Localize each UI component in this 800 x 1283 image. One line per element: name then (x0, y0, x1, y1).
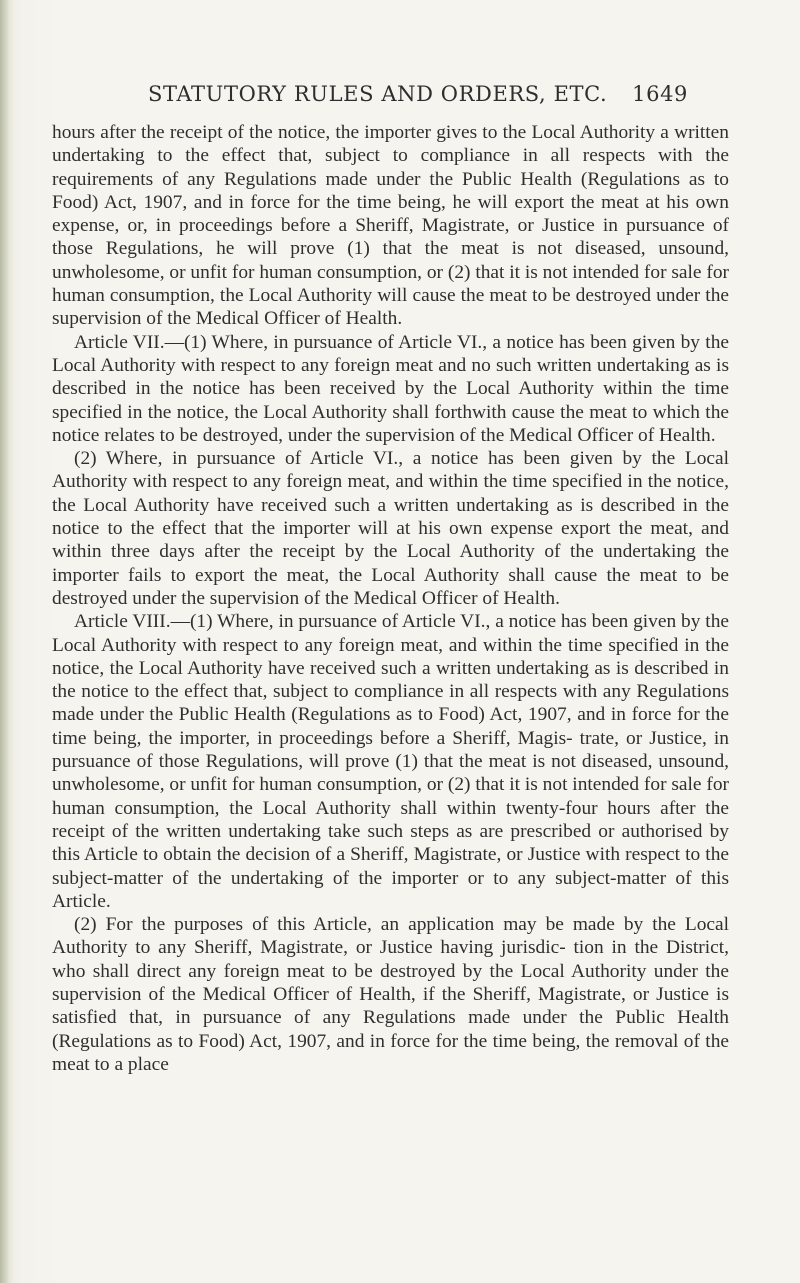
paragraph-article-viii-2: (2) For the purposes of this Article, an application may be made by the Local Authority to any Sheriff, Magistrate, or Justice having jurisdic- tion in the District, who shall direct any foreign meat to be destroyed by the Local Authority under the supervision of the Medical Officer of Health, if the Sheriff, Magistrate, or Justice is satisfied that, in pursuance of any Regulations made under the Public Health (Regulations as to Food) Act, 1907, and in force for the time being, the removal of the meat to a place (52, 914, 729, 1075)
paragraph-continuation: hours after the receipt of the notice, the importer gives to the Local Authority a written undertaking to the effect that, subject to compliance in all respects with the requirements of any Regulations made under the Public Health (Regulations as to Food) Act, 1907, and in force for the time being, he will export the meat at his own expense, or, in proceedings before a Sheriff, Magistrate, or Justice in pursuance of those Regulations, he will prove (1) that the meat is not diseased, unsound, unwholesome, or unfit for human consumption, or (2) that it is not intended for sale for human consumption, the Local Authority will cause the meat to be destroyed under the supervision of the Medical Officer of Health. (52, 122, 729, 330)
body-text (52, 121, 729, 1076)
paragraph-article-vii-1: Article VII.—(1) Where, in pursuance of Article VI., a notice has been given by the Local Authority with respect to any foreign meat and no such written undertaking as is described in the notice has been received by the Local Authority within the time specified in the notice, the Local Authority shall forthwith cause the meat to which the notice relates to be destroyed, under the supervision of the Medical Officer of Health. (52, 331, 729, 446)
running-header (148, 82, 688, 122)
header-title: STATUTORY RULES AND ORDERS, ETC. (148, 82, 608, 106)
paragraph-article-viii-1: Article VIII.—(1) Where, in pursuance of Article VI., a notice has been given by the Local Authority with respect to any foreign meat, and within the time specified in the notice, the Local Authority have received such a written undertaking as is described in the notice to the effect that, subject to compliance in all respects with any Regulations made under the Public Health (Regulations as to Food) Act, 1907, and in force for the time being, the importer, in proceedings before a Sheriff, Magis- trate, or Justice, in pursuance of those Regulations, will prove (1) that the meat is not diseased, unsound, unwholesome, or unfit for human consumption, or (2) that it is not intended for sale for human consumption, the Local Authority shall within twenty-four hours after the receipt of the written undertaking take such steps as are prescribed or authorised by this Article to obtain the decision of a Sheriff, Magistrate, or Justice with respect to the subject-matter of the undertaking of the importer or to any subject-matter of this Article. (52, 611, 729, 912)
paragraph-article-vii-2: (2) Where, in pursuance of Article VI., a notice has been given by the Local Authority with respect to any foreign meat, and within the time specified in the notice, the Local Authority have received such a written undertaking as is described in the notice to the effect that the importer will at his own expense export the meat, and within three days after the receipt by the Local Authority of the undertaking the importer fails to export the meat, the Local Authority shall cause the meat to be destroyed under the supervision of the Medical Officer of Health. (52, 448, 729, 609)
page-number: 1649 (632, 82, 688, 106)
binding-gutter-shadow (0, 0, 14, 1283)
